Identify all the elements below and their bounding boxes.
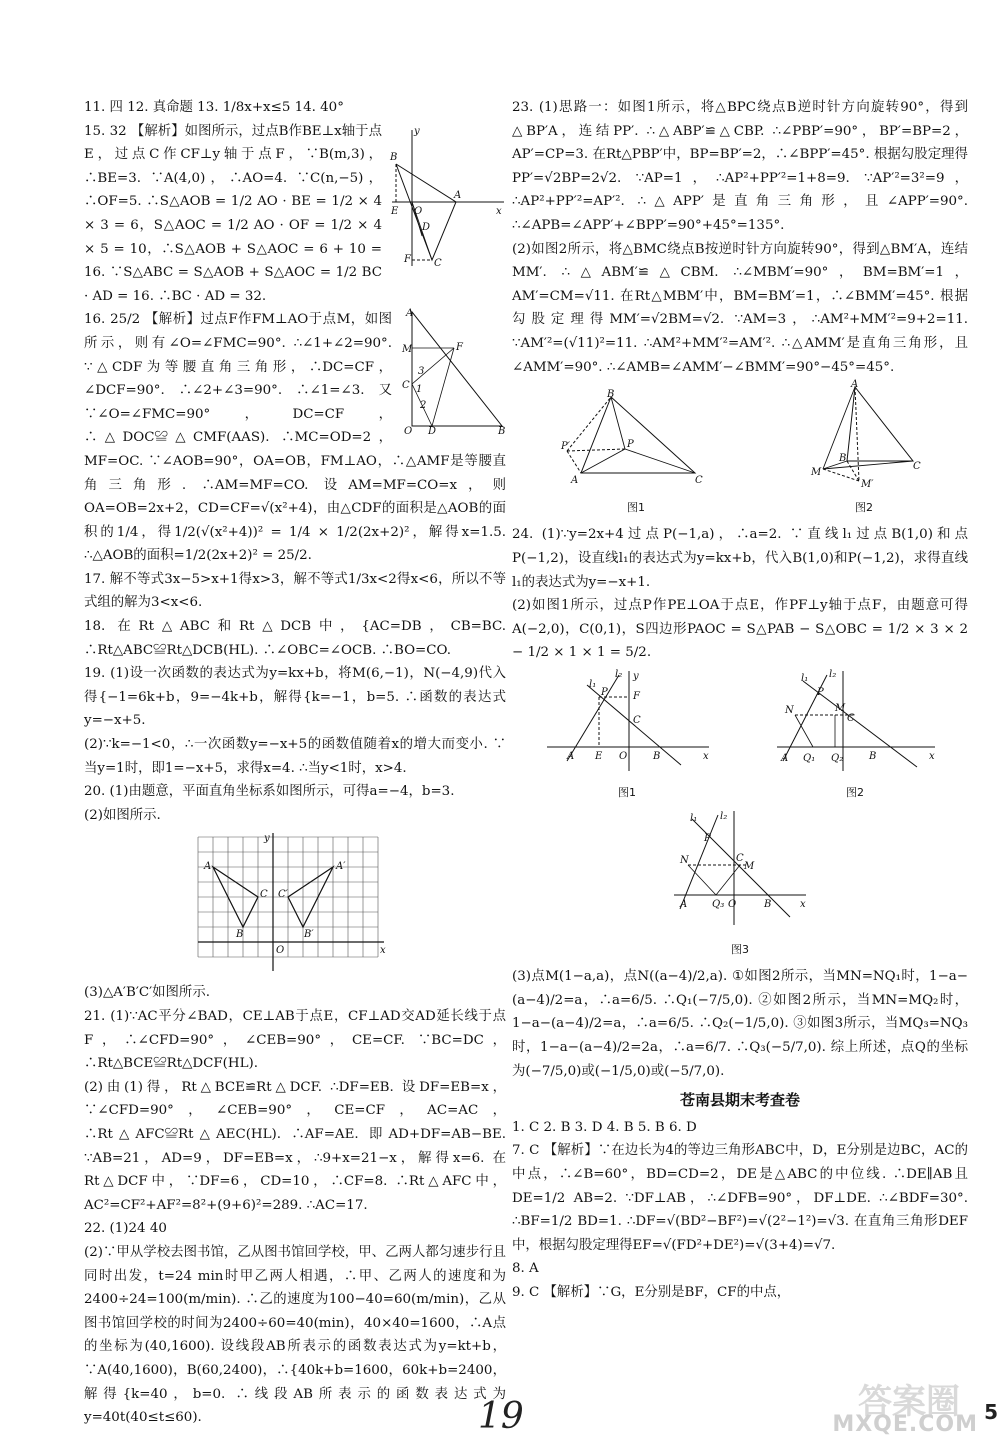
svg-text:N: N — [680, 855, 689, 867]
svg-text:F: F — [633, 690, 640, 702]
figure-q24-1 — [543, 669, 711, 805]
answer-21-1: 21. (1)∵AC平分∠BAD，CE⊥AB于点E，CF⊥AD交AD延长线于点F，∴∠CFD=90°，∠CEB=90°，CE=CF. ∵BC=DC，∴Rt△BCE≌Rt△DCF(HL). — [84, 1009, 506, 1072]
figure-q23-2-caption: 图2 — [855, 500, 873, 514]
watermark-logo: 答案圈 — [858, 1382, 960, 1422]
svg-text:O: O — [276, 945, 285, 957]
svg-text:O: O — [414, 205, 423, 217]
svg-text:B: B — [236, 929, 244, 941]
answer-21-2: (2)由(1)得，Rt△BCE≌Rt△DCF. ∴DF=EB. 设DF=EB=x，∵∠CFD=90°，∠CEB=90°，CE=CF，AC=AC，∴Rt△AFC≌Rt△AEC(HL). ∴AF=AE. 即AD+DF=AB−BE. ∵AB=21，AD=9，DF=EB=x，∴9+x=21−x，解得x=6. 在Rt△DCF中，∵DF=6，CD=10，∴CF=8. ∴Rt△AFC中，AC²=CF²+AF²=8²+(9+6)²=289. ∴AC=17. — [84, 1079, 506, 1213]
svg-text:l₂: l₂ — [720, 811, 728, 823]
svg-text:C: C — [736, 853, 744, 865]
figures-q24-bottom — [512, 809, 968, 961]
figures-q24-top — [512, 669, 968, 805]
answer-1-6: 1. C 2. B 3. D 4. B 5. B 6. D — [512, 1119, 697, 1135]
svg-text:A′: A′ — [336, 861, 346, 873]
svg-text:B: B — [390, 151, 398, 163]
svg-text:C: C — [260, 889, 268, 901]
svg-text:A: A — [851, 379, 859, 391]
svg-text:B: B — [498, 426, 506, 438]
answer-24-1: 24. (1)∵y=2x+4过点P(−1,a)，∴a=2. ∵直线l₁过点B(1,0)和点P(−1,2)，设直线l₁的表达式为y=kx+b，代入B(1,0)和P(−1,2)，求得直线l₁的表达式为y=−x+1. — [512, 527, 968, 590]
svg-text:l₁: l₁ — [589, 678, 597, 690]
svg-text:M: M — [402, 344, 413, 356]
svg-text:C: C — [633, 714, 641, 726]
svg-text:1: 1 — [416, 384, 423, 396]
svg-text:D: D — [422, 221, 431, 233]
svg-text:M: M — [811, 467, 822, 479]
answer-24-3: (3)点M(1−a,a)，点N((a−4)/2,a). ①如图2所示，当MN=NQ₁时，1−a−(a−4)/2=a，∴a=6/5. ∴Q₁(−7/5,0). ②如图2所示，当MN=MQ₂时，1−a−(a−4)/2=a，∴a=6/5. ∴Q₂(−1/5,0). ③如图3所示，当MQ₃=NQ₃时，1−a−(a−4)/2=2a，∴a=6/7. ∴Q₃(−5/7,0). 综上所述，点Q的坐标为(−7/5,0)或(−1/5,0)或(−5/7,0). — [512, 969, 968, 1079]
left-column — [84, 96, 506, 1430]
svg-text:F: F — [456, 342, 463, 354]
figure-q24-3-drawing — [670, 809, 810, 929]
svg-text:C: C — [402, 380, 410, 392]
answer-16: 16. 25/2 【解析】过点F作FM⊥AO于点M，如图所示，则有∠O=∠FMC=90°. ∴∠1+∠2=90°. ∵△CDF为等腰直角三角形，∴DC=CF，∠DCF=90°. ∴∠2+∠3=90°. ∴∠1=∠3. 又∵∠O=∠FMC=90°，DC=CF，∴△DOC≌△CMF(AAS). ∴MC=OD=2，MF=OC. ∵∠AOB=90°，OA=OB，FM⊥AO，∴△AMF是等腰直角三角形. ∴AM=MF=CO. 设AM=MF=CO=x，则OA=OB=2x+2，CD=CF=√(x²+4)，由△CDF的面积是△AOB的面积的1/4，得1/2(√(x²+4))² = 1/4 × 1/2(2x+2)²，解得x=1.5. ∴△AOB的面积=1/2(2x+2)² = 25/2. — [84, 312, 506, 564]
svg-text:E: E — [391, 205, 399, 217]
svg-text:y: y — [414, 125, 420, 137]
svg-text:D: D — [428, 426, 437, 438]
answer-22-2: (2)∵甲从学校去图书馆，乙从图书馆回学校，甲、乙两人都匀速步行且同时出发，t=24 min时甲乙两人相遇，∴甲、乙两人的速度和为2400÷24=100(m/min). ∴乙的速度为100−40=60(m/min)，乙从图书馆回学校的时间为2400÷60=40(min)，40×40=1600，∴A点的坐标为(40,1600). 设线段AB所表示的函数表达式为y=kt+b，∵A(40,1600)，B(60,2400)，∴{40k+b=1600，60k+b=2400，解得{k=40，b=0. ∴线段AB所表示的函数表达式为y=40t(40≤t≤60). — [84, 1244, 506, 1426]
svg-text:C: C — [913, 461, 921, 473]
svg-text:C′: C′ — [278, 889, 288, 901]
answer-7: 7. C 【解析】∵在边长为4的等边三角形ABC中，D，E分别是边BC，AC的中点，∴∠B=60°，BD=CD=2，DE是△ABC的中位线. ∴DE∥AB且DE=1/2 AB=2. ∵DF⊥AB，∴∠DFB=90°，DF⊥DE. ∴∠BDF=30°. ∴BF=1/2 BD=1. ∴DF=√(BD²−BF²)=√(2²−1²)=√3. 在直角三角形DEF中，根据勾股定理得EF=√(FD²+DE²)=√(3+4)=√7. — [512, 1143, 968, 1253]
answer-9: 9. C 【解析】∵G，E分别是BF，CF的中点， — [512, 1284, 791, 1300]
svg-text:y: y — [264, 833, 270, 845]
answer-23-1: 23. (1)思路一：如图1所示，将△BPC绕点B逆时针方向旋转90°，得到△BP′A，连结PP′. ∴△ABP′≌△CBP. ∴∠PBP′=90°，BP′=BP=2，AP′=CP=3. 在Rt△PBP′中，BP=BP′=2，∴∠BPP′=45°. 根据勾股定理得PP′=√2BP=2√2. ∵AP=1，∴AP²+PP′²=1+8=9. ∵AP′²=3²=9，∴AP²+PP′²=AP′². ∴△APP′是直角三角形，且∠APP′=90°. ∴∠APB=∠APP′+∠BPP′=90°+45°=135°. — [512, 100, 968, 233]
svg-text:x: x — [929, 750, 935, 762]
figure-q24-2 — [773, 669, 937, 805]
svg-text:Q₃: Q₃ — [712, 899, 725, 911]
svg-text:3: 3 — [418, 366, 425, 378]
figures-q23 — [512, 379, 968, 519]
svg-text:B: B — [869, 750, 877, 762]
svg-text:x: x — [496, 205, 502, 217]
svg-text:P: P — [704, 833, 711, 845]
answer-24-2: (2)如图1所示，过点P作PE⊥OA于点E，作PF⊥y轴于点F，由题意可得A(−2,0)，C(0,1)，S四边形PAOC = S△PAB − S△OBC = 1/2 × 3 × 2 − 1/2 × 1 × 1 = 5/2. — [512, 598, 968, 661]
edge-digit: 5 — [984, 1400, 998, 1424]
answer-11-14: 11. 四 12. 真命题 13. 1/8x+x≤5 14. 40° — [84, 100, 344, 115]
figure-q23-1 — [561, 391, 711, 519]
svg-text:P: P — [817, 686, 824, 698]
svg-text:C: C — [695, 475, 703, 487]
svg-text:x: x — [703, 750, 709, 762]
figure-q24-1-drawing — [543, 669, 711, 773]
svg-text:M: M — [835, 702, 846, 714]
svg-text:O: O — [404, 426, 413, 438]
svg-text:Q₂: Q₂ — [831, 752, 844, 764]
svg-text:B′: B′ — [304, 929, 314, 941]
svg-text:A: A — [567, 750, 575, 762]
figure-q24-1-caption: 图1 — [618, 786, 636, 800]
page-number: 19 — [478, 1396, 524, 1437]
svg-text:E: E — [595, 750, 603, 762]
answer-15: 15. 32 【解析】如图所示，过点B作BE⊥x轴于点E，过点C作CF⊥y轴于点F，∵B(m,3)，∴BE=3. ∵A(4,0)，∴AO=4. ∵C(n,−5)，∴OF=5. ∴S△AOB = 1/2 AO · BE = 1/2 × 4 × 3 = 6，S△AOC = 1/2 AO · OF = 1/2 × 4 × 5 = 10，∴S△AOB + S△AOC = 6 + 10 = 16. ∵S△ABC = S△AOB + S△AOC = 1/2 BC · AD = 16. ∴BC · AD = 32. — [84, 123, 382, 304]
svg-text:B: B — [839, 453, 847, 465]
svg-text:l₂: l₂ — [829, 668, 837, 680]
svg-text:P: P — [627, 439, 634, 451]
answer-20-2: (2)如图所示. — [84, 807, 161, 823]
answer-20-1: 20. (1)由题意，平面直角坐标系如图所示，可得a=−4，b=3. — [84, 784, 455, 800]
svg-text:C: C — [434, 257, 442, 269]
svg-text:O: O — [728, 899, 737, 911]
svg-text:B: B — [607, 389, 615, 401]
figure-q20-grid — [192, 831, 388, 977]
figure-q24-3 — [670, 809, 810, 961]
section-title: 苍南县期末考查卷 — [679, 1091, 800, 1110]
figure-q15 — [388, 120, 506, 270]
figure-q24-3-caption: 图3 — [731, 942, 749, 956]
right-column — [512, 96, 968, 1305]
svg-text:C: C — [847, 712, 855, 724]
answer-8: 8. A — [512, 1261, 539, 1277]
svg-text:N: N — [785, 704, 794, 716]
svg-text:l₁: l₁ — [690, 813, 698, 825]
svg-text:x: x — [380, 945, 386, 957]
figure-q23-2-drawing — [809, 379, 921, 491]
svg-text:P′: P′ — [561, 441, 570, 453]
answer-20-3: (3)△A′B′C′如图所示. — [84, 985, 210, 1001]
figure-q23-1-drawing — [561, 391, 711, 487]
figure-q16 — [398, 308, 506, 436]
svg-text:x: x — [800, 899, 806, 911]
answer-19-2: (2)∵k=−1<0，∴一次函数y=−x+5的函数值随着x的增大而变小. ∵当y=1时，即1=−x+5，求得x=4. ∴当y<1时，x>4. — [84, 737, 506, 776]
svg-text:A: A — [454, 189, 462, 201]
answer-18: 18. 在Rt△ABC和Rt△DCB中，{AC=DB，CB=BC. ∴Rt△ABC≌Rt△DCB(HL). ∴∠OBC=∠OCB. ∴BO=CO. — [84, 619, 506, 658]
svg-text:B: B — [764, 899, 772, 911]
svg-text:A: A — [781, 752, 789, 764]
svg-text:A: A — [571, 475, 579, 487]
svg-text:M: M — [744, 861, 755, 873]
svg-text:P: P — [601, 686, 608, 698]
figure-q24-2-caption: 图2 — [846, 786, 864, 800]
svg-text:l₂: l₂ — [615, 668, 623, 680]
figure-q23-1-caption: 图1 — [627, 500, 645, 514]
svg-text:A: A — [680, 899, 688, 911]
figure-q23-2 — [809, 379, 921, 519]
answer-22-1: 22. (1)24 40 — [84, 1221, 167, 1237]
svg-text:M′: M′ — [861, 479, 874, 491]
svg-text:2: 2 — [420, 400, 427, 412]
svg-text:l₁: l₁ — [801, 672, 809, 684]
svg-text:F: F — [404, 253, 411, 265]
svg-text:Q₁: Q₁ — [803, 752, 816, 764]
answer-17: 17. 解不等式3x−5>x+1得x>3，解不等式1/3x<2得x<6，所以不等式组的解为3<x<6. — [84, 571, 506, 611]
answer-19-1: 19. (1)设一次函数的表达式为y=kx+b，将M(6,−1)，N(−4,9)代入得{−1=6k+b，9=−4k+b，解得{k=−1，b=5. ∴函数的表达式y=−x+5. — [84, 666, 506, 729]
svg-text:O: O — [619, 750, 628, 762]
svg-text:B: B — [653, 750, 661, 762]
svg-text:A: A — [406, 308, 414, 320]
answer-23-2: (2)如图2所示，将△BMC绕点B按逆时针方向旋转90°，得到△BM′A，连结MM′. ∴△ABM′≌△CBM. ∴∠MBM′=90°，BM=BM′=1，AM′=CM=√11. 在Rt△MBM′中，BM=BM′=1，∴∠BMM′=45°. 根据勾股定理得MM′=√2BM=√2. ∵AM=3，∴AM²+MM′²=9+2=11. ∵AM′²=(√11)²=11. ∴AM²+MM′²=AM′². ∴△AMM′是直角三角形，且∠AMM′=90°. ∴∠AMB=∠AMM′−∠BMM′=90°−45°=45°. — [512, 241, 968, 375]
svg-text:y: y — [633, 670, 639, 682]
svg-text:A: A — [204, 861, 212, 873]
figure-q24-2-drawing — [773, 669, 937, 773]
watermark-url: MXQE.COM — [832, 1412, 978, 1437]
